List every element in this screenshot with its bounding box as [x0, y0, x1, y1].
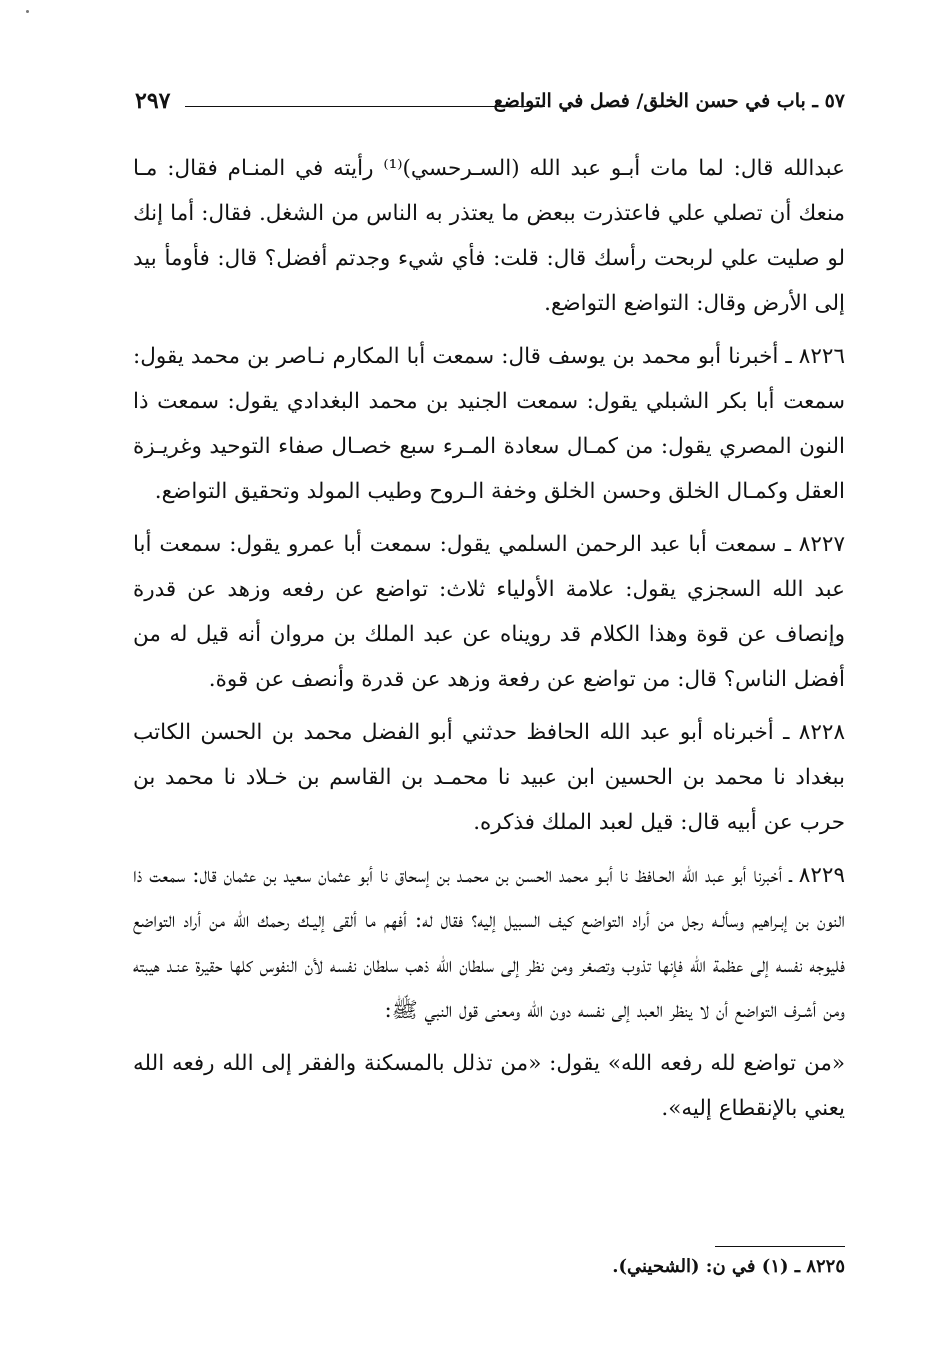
paragraph-8229: ٨٢٢٩ ـ أخبرنا أبو عبد الله الحـافظ نا أبـو محمد الحسن بن محمـد بن إسحاق نا أبو عثمان سعيد بن عثمان قال: سمعت ذا النون بن إبـراهيم وسألـه رجل من أراد التواضع كيف السبيل إليه؟ فقال له: أفهم ما ألقى إليـك رحمك الله من أراد التواضع فليوجه نفسه إلى عظمة الله فإنها تذوب وتصغر ومن نظر إلى سلطان الله ذهب سلطان نفسه لأن النفوس كلها حقيرة عنـد هيبته ومن أشـرف التواضع أن لا ينظر العبد إلى نفسه دون الله ومعنى قول النبي ﷺ:: [133, 863, 845, 1023]
paragraph-8227: ٨٢٢٧ ـ سمعت أبا عبد الرحمن السلمي يقول: سمعت أبا عمرو يقول: سمعت أبا عبد الله السجزي يقول: علامة الأولياء ثلاث: تواضع عن رفعه وزهد عن قدرة وإنصاف عن قوة وهذا الكلام قد رويناه عن عبد الملك بن مروان أنه قيل له من أفضل الناس؟ قال: من تواضع عن رفعة وزهد عن قدرة وأنصف عن قوة.: [133, 532, 845, 692]
scan-speck: [26, 10, 29, 13]
footnotes: [133, 1246, 845, 1281]
header-rule: [185, 106, 545, 107]
chapter-title: ٥٧ ـ باب في حسن الخلق/ فصل في التواضع: [493, 90, 845, 112]
footnote-rule: [715, 1246, 845, 1247]
paragraph-hadith: «من تواضع لله رفعه الله» يقول: «من تذلل بالمسكنة والفقر إلى الله رفعه الله يعني بالإنقطاع إليه».: [133, 1051, 845, 1121]
paragraph-continuation: عبدالله قال: لما مات أبـو عبد الله (السـرحسي)⁽¹⁾ رأيته في المنـام فقال: مـا منعك أن تصلي علي فاعتذرت ببعض ما يعتذر به الناس من الشغل. فقال: أما إنك لو صليت علي لربحت رأسك قال: قلت: فأي شيء وجدتم أفضل؟ قال: فأومأ بيد إلى الأرض وقال: التواضع التواضع.: [133, 156, 845, 316]
main-text: [133, 146, 845, 1139]
footnote-8225: ٨٢٢٥ ـ (١) في ن: (الشحيني).: [612, 1256, 845, 1277]
paragraph-8228: ٨٢٢٨ ـ أخبرناه أبو عبد الله الحافظ حدثني أبو الفضل محمد بن الحسن الكاتب ببغداد نا محمد بن الحسين ابن عبيد نا محمـد بن القاسم بن خـلاد نا محمد بن حرب عن أبيه قال: قيل لعبد الملك فذكره.: [133, 720, 845, 835]
paragraph-8226: ٨٢٢٦ ـ أخبرنا أبو محمد بن يوسف قال: سمعت أبا المكارم نـاصر بن محمد يقول: سمعت أبا بكر الشبلي يقول: سمعت الجنيد بن محمد البغدادي يقول: سمعت ذا النون المصري يقول: من كمـال سعادة المـرء سبع خصـال صفاء التوحيد وغريـزة العقل وكمـال الخلق وحسن الخلق وخفة الـروح وطيب المولد وتحقيق التواضع.: [133, 344, 845, 504]
running-header: [135, 88, 845, 122]
page-number: ٢٩٧: [135, 88, 171, 114]
